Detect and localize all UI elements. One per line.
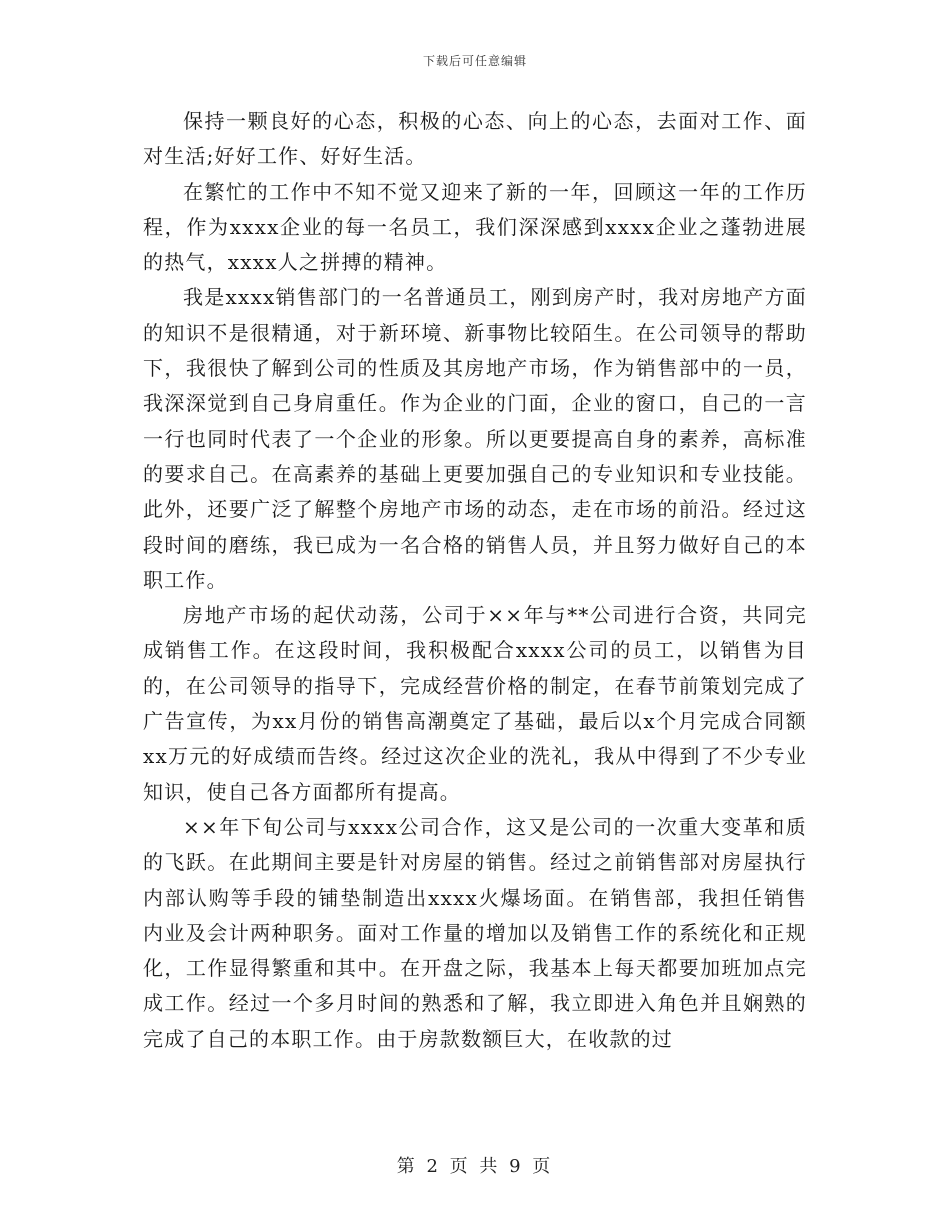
page-footer: 第 2 页 共 9 页 <box>396 1156 554 1177</box>
paragraph-5: ××年下旬公司与xxxx公司合作，这又是公司的一次重大变革和质的飞跃。在此期间主要是针对房屋的销售。经过之前销售部对房屋执行内部认购等手段的铺垫制造出xxxx火爆场面。在销售部，我担任销售内业及会计两种职务。面对工作量的增加以及销售工作的系统化和正规化，工作显得繁重和其中。在开盘之际，我基本上每天都要加班加点完成工作。经过一个多月时间的熟悉和了解，我立即进入角色并且娴熟的完成了自己的本职工作。由于房款数额巨大，在收款的过 <box>143 814 807 1051</box>
document-body <box>143 104 807 1057</box>
paragraph-3: 我是xxxx销售部门的一名普通员工，刚到房产时，我对房地产方面的知识不是很精通，对于新环境、新事物比较陌生。在公司领导的帮助下，我很快了解到公司的性质及其房地产市场，作为销售部中的一员，我深深觉到自己身肩重任。作为企业的门面，企业的窗口，自己的一言一行也同时代表了一个企业的形象。所以更要提高自身的素养，高标准的要求自己。在高素养的基础上更要加强自己的专业知识和专业技能。此外，还要广泛了解整个房地产市场的动态，走在市场的前沿。经过这段时间的磨练，我已成为一名合格的销售人员，并且努力做好自己的本职工作。 <box>143 285 807 592</box>
paragraph-4: 房地产市场的起伏动荡，公司于××年与**公司进行合资，共同完成销售工作。在这段时间，我积极配合xxxx公司的员工，以销售为目的，在公司领导的指导下，完成经营价格的制定，在春节前策划完成了广告宣传，为xx月份的销售高潮奠定了基础，最后以x个月完成合同额xx万元的好成绩而告终。经过这次企业的洗礼，我从中得到了不少专业知识，使自己各方面都所有提高。 <box>143 603 807 804</box>
page-header: 下载后可任意编辑 <box>422 54 527 68</box>
paragraph-1: 保持一颗良好的心态，积极的心态、向上的心态，去面对工作、面对生活;好好工作、好好生活。 <box>143 109 807 169</box>
paragraph-2: 在繁忙的工作中不知不觉又迎来了新的一年，回顾这一年的工作历程，作为xxxx企业的每一名员工，我们深深感到xxxx企业之蓬勃进展的热气，xxxx人之拼搏的精神。 <box>143 179 807 275</box>
